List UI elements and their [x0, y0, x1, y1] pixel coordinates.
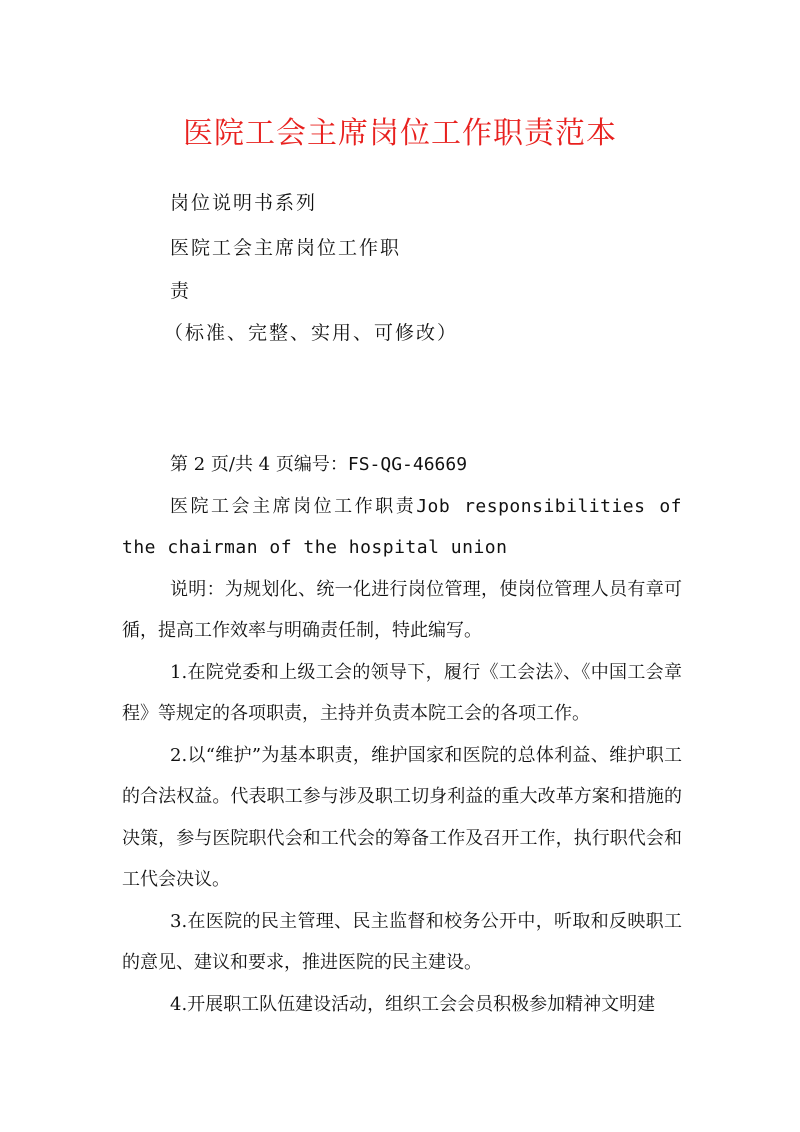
document-title: 医院工会主席岗位工作职责范本 — [183, 116, 617, 151]
heading-en: Job responsibilities of the chairman of the hospital union — [122, 495, 683, 558]
paragraph-item-4: 4.开展职工队伍建设活动，组织工会会员积极参加精神文明建 — [170, 993, 656, 1015]
cover-name-line1: 医院工会主席岗位工作职 — [170, 237, 402, 259]
heading-cn: 医院工会主席岗位工作职责 — [170, 495, 417, 517]
page-info: 第 2 页/共 4 页编号： — [170, 454, 348, 475]
paragraph-item-2: 2.以“维护”为基本职责，维护国家和医院的总体利益、维护职工的合法权益。代表职工参与涉及职工切身利益的重大改革方案和措施的决策，参与医院职代会和工代会的筹备工作及召开工作，执行职代会和工代会决议。 — [122, 744, 682, 890]
paragraph-item-1: 1.在院党委和上级工会的领导下，履行《工会法》、《中国工会章程》等规定的各项职责，主持并负责本院工会的各项工作。 — [122, 661, 682, 724]
cover-name-line2: 责 — [170, 280, 192, 302]
heading-paragraph — [122, 486, 682, 569]
paragraph-intro: 说明：为规划化、统一化进行岗位管理，使岗位管理人员有章可循，提高工作效率与明确责任制，特此编写。 — [122, 578, 682, 641]
document-body — [122, 444, 682, 1025]
page-info-line — [122, 444, 682, 486]
doc-number: FS-QG-46669 — [347, 454, 468, 475]
cover-series: 岗位说明书系列 — [170, 192, 318, 214]
paragraph-item-3: 3.在医院的民主管理、民主监督和校务公开中，听取和反映职工的意见、建议和要求，推进医院的民主建设。 — [122, 910, 682, 973]
cover-note: （标准、完整、实用、可修改） — [164, 322, 459, 344]
